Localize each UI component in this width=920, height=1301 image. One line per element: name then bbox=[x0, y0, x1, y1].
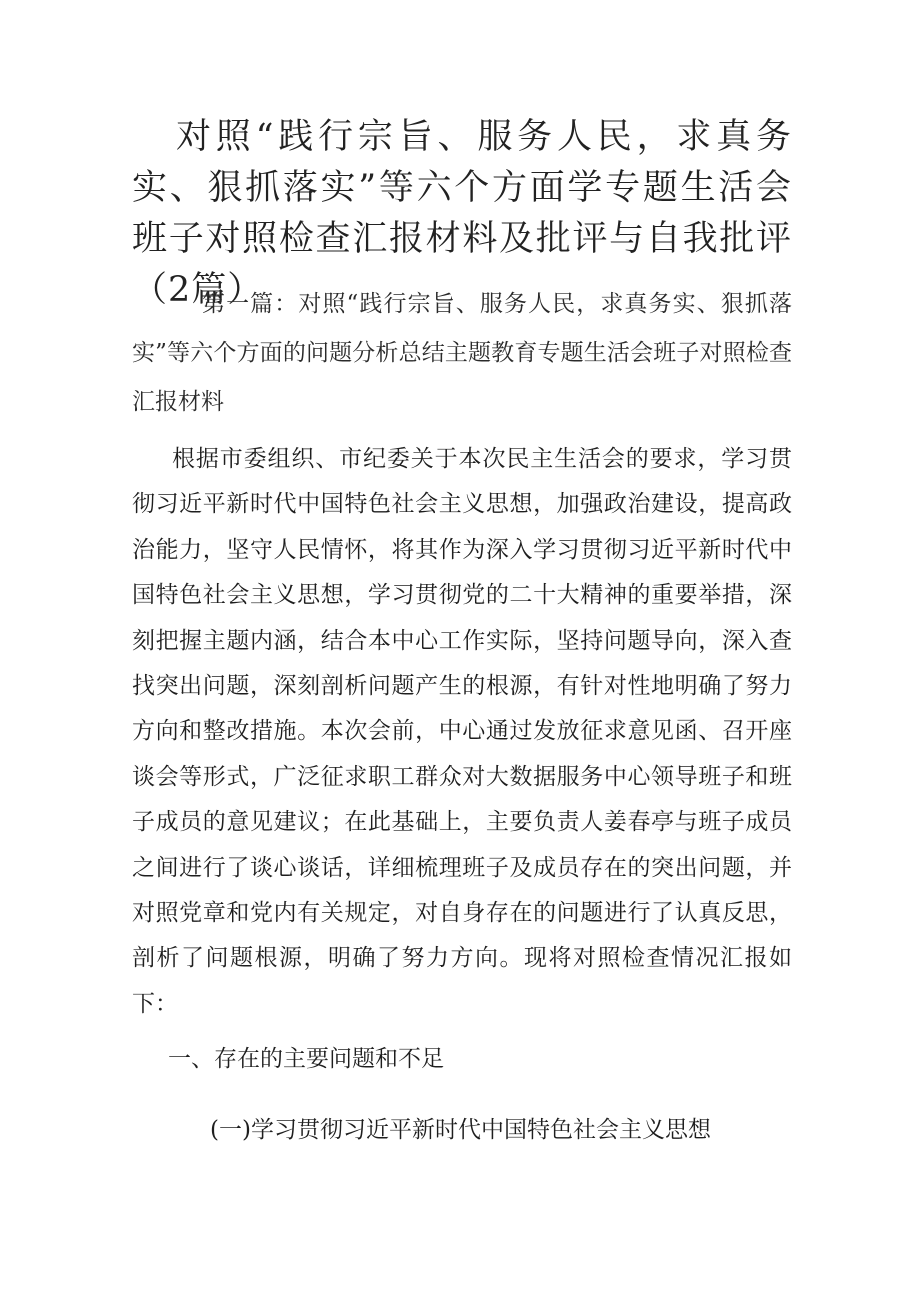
subsection-heading: (一)学习贯彻习近平新时代中国特色社会主义思想 bbox=[210, 1117, 711, 1143]
section-heading: 一、存在的主要问题和不足 bbox=[168, 1046, 444, 1072]
document-subtitle: 第一篇：对照“践行宗旨、服务人民，求真务实、狠抓落实”等六个方面的问题分析总结主题教育专题生活会班子对照检查汇报材料 bbox=[132, 291, 792, 415]
body-paragraph: 根据市委组织、市纪委关于本次民主生活会的要求，学习贯彻习近平新时代中国特色社会主义思想，加强政治建设，提高政治能力，坚守人民情怀，将其作为深入学习贯彻习近平新时代中国特色社会主义思想，学习贯彻党的二十大精神的重要举措，深刻把握主题内涵，结合本中心工作实际，坚持问题导向，深入查找突出问题，深刻剖析问题产生的根源，有针对性地明确了努力方向和整改措施。本次会前，中心通过发放征求意见函、召开座谈会等形式，广泛征求职工群众对大数据服务中心领导班子和班子成员的意见建议；在此基础上，主要负责人姜春亭与班子成员之间进行了谈心谈话，详细梳理班子及成员存在的突出问题，并对照党章和党内有关规定，对自身存在的问题进行了认真反思，剖析了问题根源，明确了努力方向。现将对照检查情况汇报如下： bbox=[132, 446, 792, 1017]
document-title: 对照“践行宗旨、服务人民，求真务实、狠抓落实”等六个方面学专题生活会班子对照检查汇报材料及批评与自我批评（2篇） bbox=[132, 117, 792, 310]
